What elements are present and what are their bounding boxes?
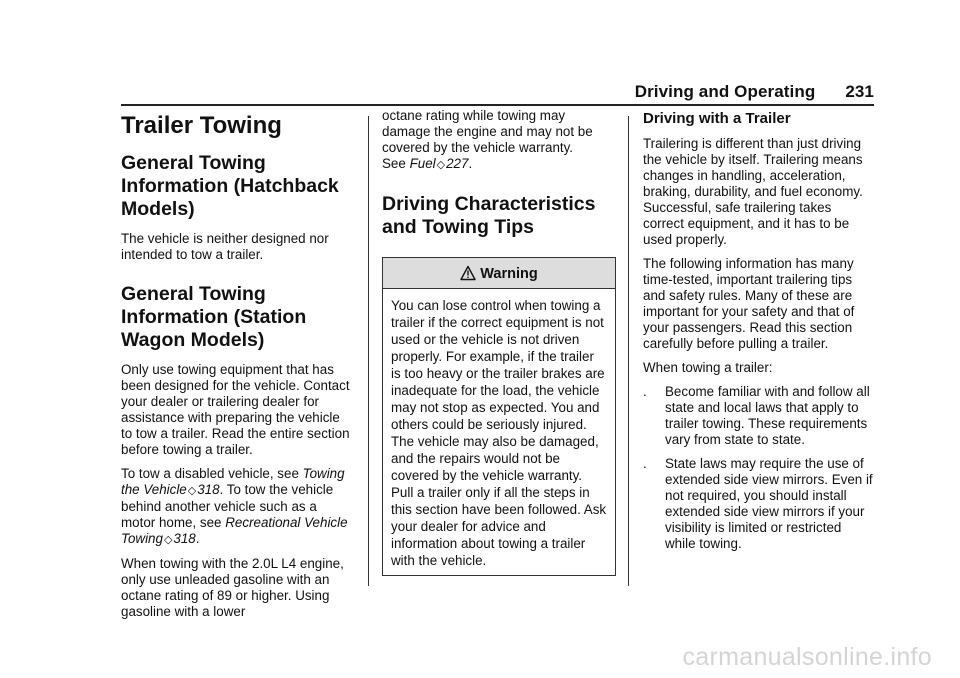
heading-driving-with-trailer: Driving with a Trailer [643,110,791,127]
paragraph-tips: The following information has many time-tested, important trailering tips and safety rules. Many of these are important for your safety and that of your passengers. Read this section carefully before pulling a trailer. [643,256,855,351]
bullet-text: Become familiar with and follow all state and local laws that apply to trailer towing. These requirements vary from state to state. [665,384,870,447]
warning-title: Warning [480,266,538,282]
watermark: carmanualsonline.info [682,643,932,671]
right-column [643,108,875,560]
warning-box [382,257,616,576]
paragraph-disabled-vehicle [121,466,353,548]
heading-driving-characteristics: Driving Characteristics and Towing Tips [382,193,596,238]
list-item [643,456,875,552]
section-title: Driving and Operating [634,82,816,101]
bullet-mark: . [643,456,647,471]
paragraph-when-towing: When towing a trailer: [643,360,773,375]
xref-icon: ◇ [436,159,446,171]
link-towing-the-vehicle[interactable]: Towing the Vehicle [121,466,345,497]
link-page-318-rv[interactable]: 318 [173,531,196,546]
text-fragment: . [468,156,473,171]
xref-icon: ◇ [187,485,197,497]
text-fragment: . [195,531,200,546]
xref-icon: ◇ [163,534,173,546]
text-fragment: To tow a disabled vehicle, see [121,466,299,481]
link-page-227[interactable]: 227 [446,156,469,171]
link-page-318[interactable]: 318 [197,482,220,497]
text-fragment: See [382,156,406,171]
link-recreational-vehicle-towing[interactable]: Recreational Vehicle Towing [121,515,348,546]
bullet-mark: . [643,384,647,399]
text-fragment: . To tow the vehicle behind another vehicle such as a motor home, see [121,482,334,530]
warning-icon [460,265,476,281]
warning-text: You can lose control when towing a trailer if the correct equipment is not used or the vehicle is not driven properly. For example, if the trailer is too heavy or the trailer brakes are inadequate for the load, the vehicle may not stop as expected. You and others could be seriously injured. The vehicle may also be damaged, and the repairs would not be covered by the vehicle warranty. Pull a trailer only if all the steps in this section have been followed. Ask your dealer for advice and information about towing a trailer with the vehicle. [391,298,607,568]
page-title: Trailer Towing [121,112,282,139]
running-header [635,82,874,102]
paragraph-wagon: Only use towing equipment that has been designed for the vehicle. Contact your dealer or trailering dealer for assistance with preparing the vehicle to tow a trailer. Read the entire section before towing a trailer. [121,362,350,457]
paragraph-hatchback: The vehicle is neither designed nor intended to tow a trailer. [121,231,329,262]
middle-column [382,108,614,576]
bullet-text: State laws may require the use of extended side view mirrors. Even if not required, you should install extended side view mirrors if your visibility is limited or restricted while towing. [665,456,873,551]
paragraph-trailering: Trailering is different than just driving the vehicle by itself. Trailering means changes in handling, acceleration, braking, durability, and fuel economy. Successful, safe trailering takes correct equipment, and it has to be used properly. [643,136,863,247]
heading-wagon: General Towing Information (Station Wagon Models) [121,283,307,351]
bullet-list [643,384,875,552]
text-fragment: octane rating while towing may damage the engine and may not be covered by the vehicle warranty. [382,108,593,155]
column-divider [368,116,369,586]
link-fuel[interactable]: Fuel [409,156,436,171]
paragraph-gasoline: When towing with the 2.0L L4 engine, only use unleaded gasoline with an octane rating of 89 or higher. Using gasoline with a lower [121,556,344,619]
list-item [643,384,875,448]
paragraph-octane [382,108,614,173]
heading-hatchback: General Towing Information (Hatchback Models) [121,152,339,220]
header-rule [121,104,874,106]
warning-header [383,258,615,289]
column-divider [628,116,629,586]
page-number: 231 [845,82,874,101]
left-column [121,108,353,628]
